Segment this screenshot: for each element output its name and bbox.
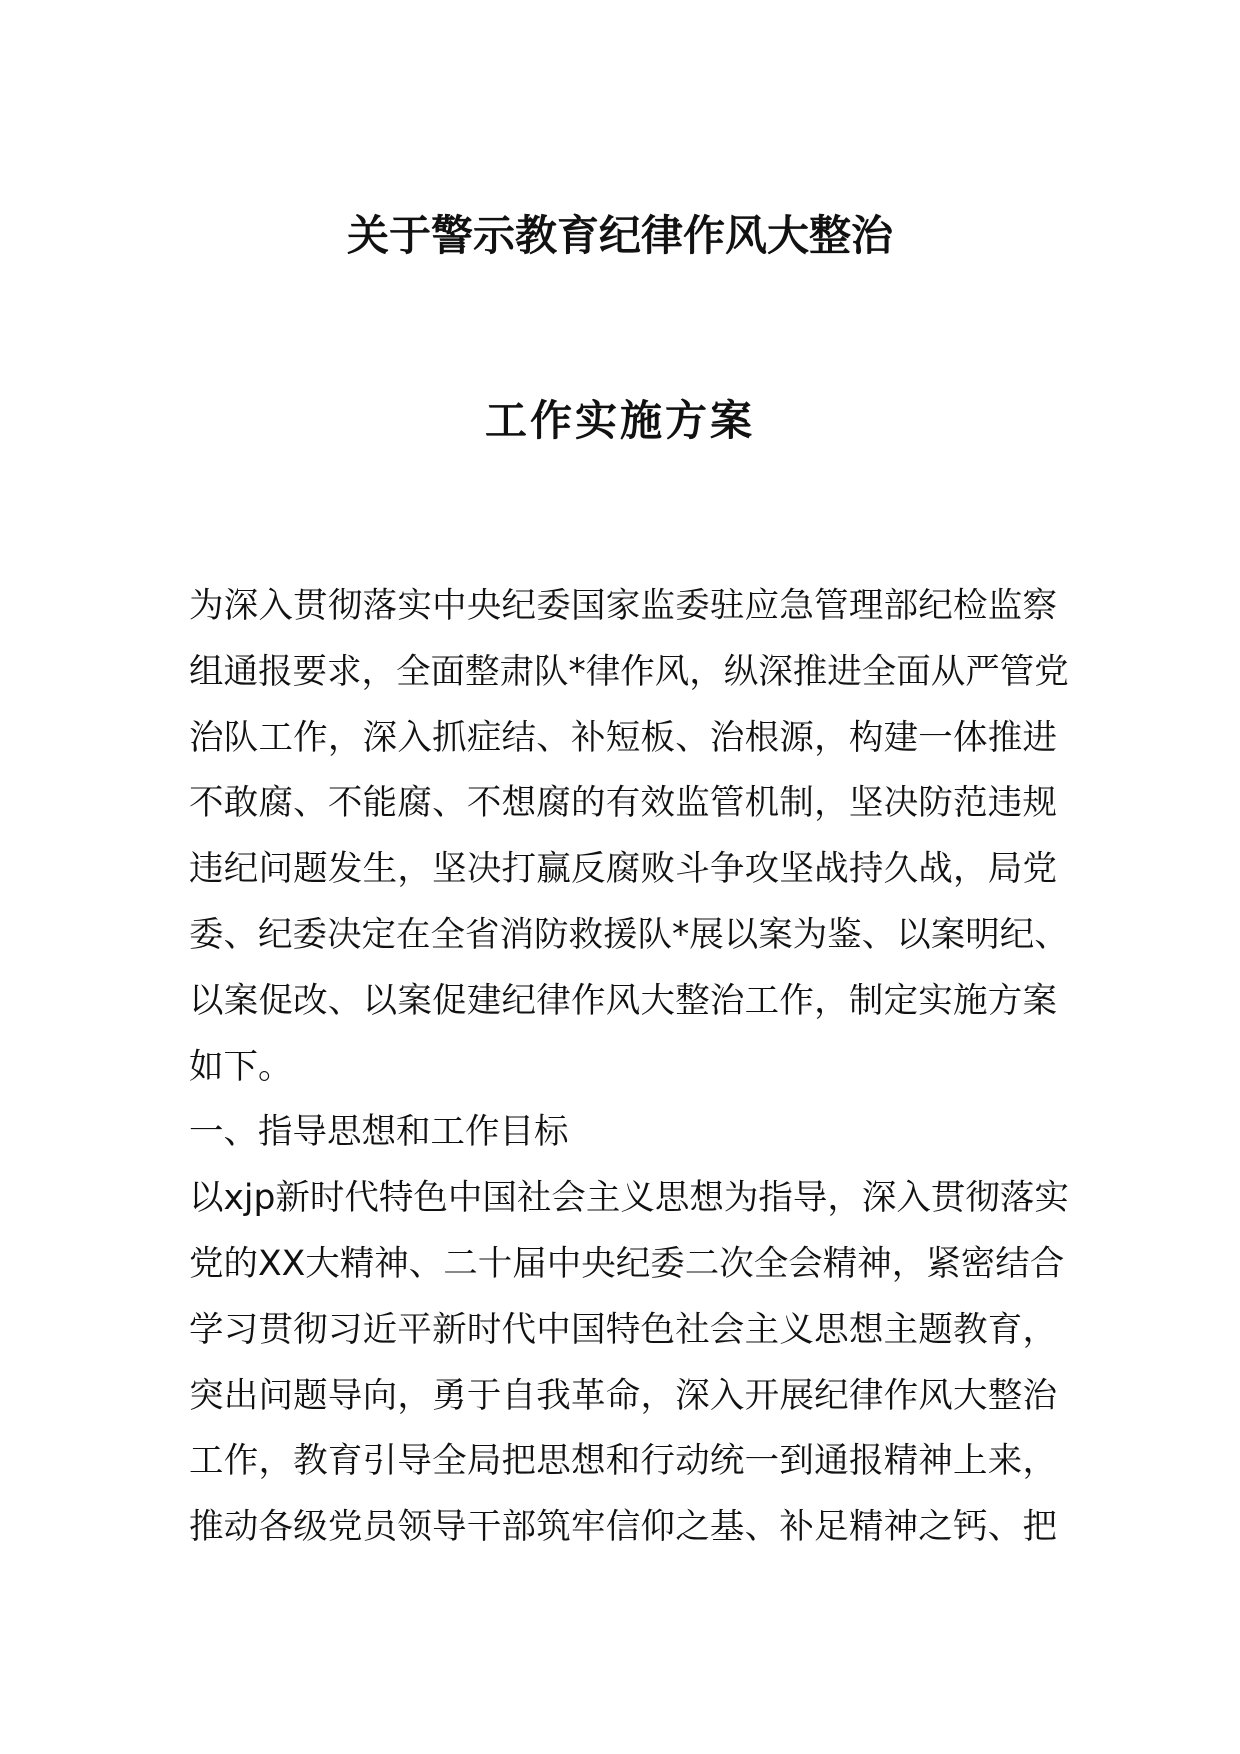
paragraph-line: 推动各级党员领导干部筑牢信仰之基、补足精神之钙、把 — [189, 1507, 1057, 1548]
section-heading: 一、指导思想和工作目标 — [189, 1112, 569, 1153]
paragraph-line: 以案促改、以案促建纪律作风大整治工作，制定实施方案 — [189, 980, 1057, 1021]
paragraph-line: 治队工作，深入抓症结、补短板、治根源，构建一体推进 — [189, 717, 1057, 758]
paragraph-line: 违纪问题发生，坚决打赢反腐败斗争攻坚战持久战，局党 — [189, 849, 1057, 890]
paragraph-line: 如下。 — [189, 1046, 293, 1087]
document-title-line-2: 工作实施方案 — [484, 396, 755, 445]
paragraph-line: 以xjp新时代特色中国社会主义思想为指导，深入贯彻落实 — [189, 1178, 1069, 1219]
document-body — [189, 574, 1069, 1561]
paragraph-line: 不敢腐、不能腐、不想腐的有效监管机制，坚决防范违规 — [189, 783, 1057, 824]
paragraph-line: 工作，教育引导全局把思想和行动统一到通报精神上来， — [189, 1441, 1057, 1482]
paragraph-line: 组通报要求，全面整肃队*律作风，纵深推进全面从严管党 — [189, 651, 1069, 692]
paragraph-line: 委、纪委决定在全省消防救援队*展以案为鉴、以案明纪、 — [189, 914, 1069, 955]
paragraph-line: 党的XX大精神、二十届中央纪委二次全会精神，紧密结合 — [189, 1243, 1065, 1284]
paragraph-line: 学习贯彻习近平新时代中国特色社会主义思想主题教育， — [189, 1309, 1057, 1350]
paragraph-line: 为深入贯彻落实中央纪委国家监委驻应急管理部纪检监察 — [189, 586, 1057, 626]
document-title-line-1: 关于警示教育纪律作风大整治 — [346, 211, 893, 260]
paragraph-line: 突出问题导向，勇于自我革命，深入开展纪律作风大整治 — [189, 1375, 1057, 1416]
